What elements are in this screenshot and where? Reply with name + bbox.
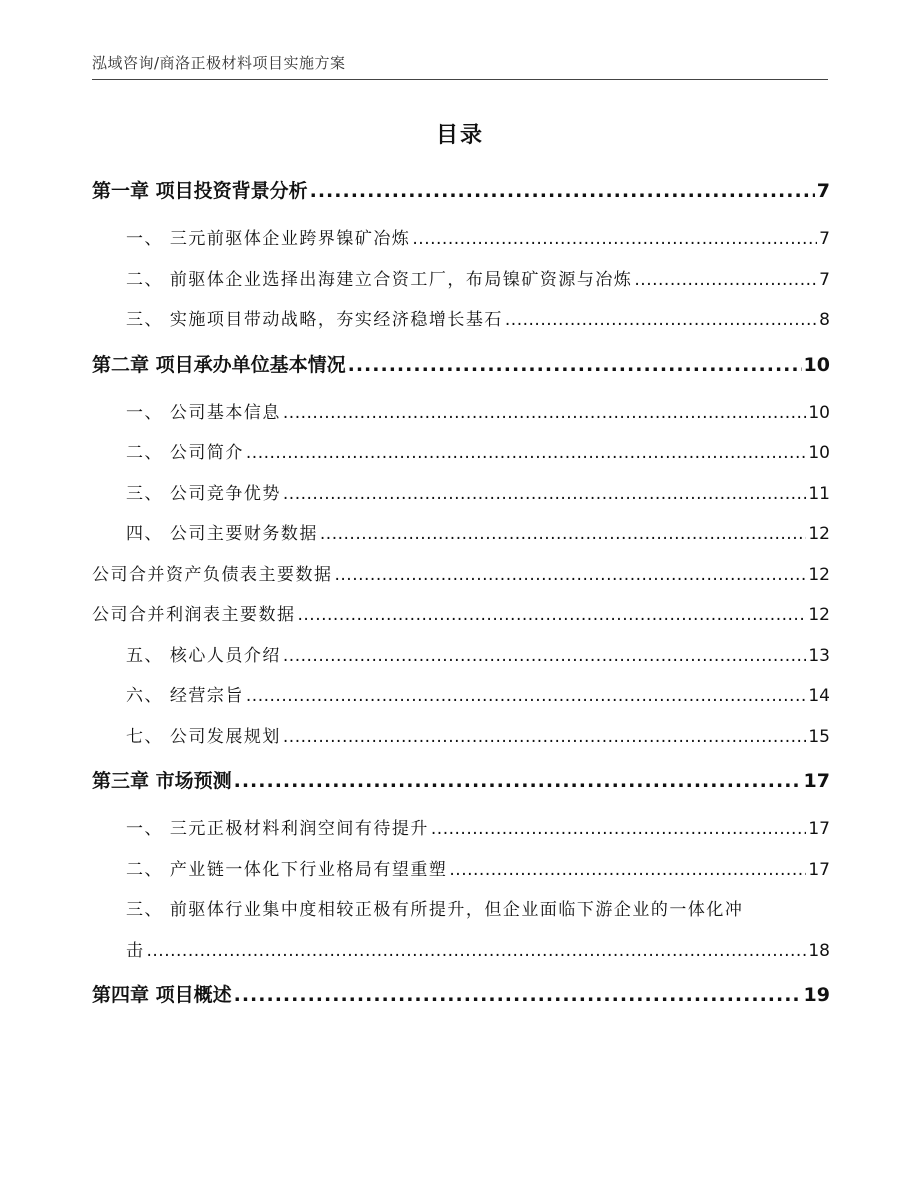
- toc-entry-label: 公司合并资产负债表主要数据: [92, 564, 333, 585]
- toc-list: [92, 176, 830, 1022]
- toc-entry-section[interactable]: [92, 814, 830, 855]
- toc-entry-label: 二、 产业链一体化下行业格局有望重塑: [126, 859, 448, 880]
- toc-leader-dots: [449, 860, 806, 880]
- toc-leader-dots: [310, 180, 815, 202]
- toc-page-number: 7: [816, 180, 830, 202]
- toc-leader-dots: [283, 646, 806, 666]
- toc-page-number: 7: [819, 229, 830, 249]
- toc-entry-label: 二、 前驱体企业选择出海建立合资工厂，布局镍矿资源与冶炼: [126, 269, 633, 290]
- toc-page-number: 12: [808, 605, 830, 625]
- toc-entry-chapter-4[interactable]: [92, 980, 830, 1022]
- toc-page-number: 19: [803, 984, 830, 1006]
- toc-leader-dots: [431, 819, 806, 839]
- toc-entry-section[interactable]: [92, 479, 830, 520]
- toc-leader-dots: [283, 727, 806, 747]
- toc-entry-label: 二、 公司简介: [126, 443, 244, 463]
- toc-page-number: 17: [803, 770, 830, 792]
- header-rule: [92, 79, 828, 80]
- toc-entry-section[interactable]: [92, 265, 830, 306]
- toc-entry-label: 第一章 项目投资背景分析: [92, 180, 308, 202]
- toc-leader-dots: [234, 984, 802, 1006]
- toc-page-number: 8: [819, 310, 830, 330]
- toc-entry-section[interactable]: [92, 305, 830, 346]
- toc-leader-dots: [283, 484, 806, 504]
- toc-entry-section[interactable]: [92, 722, 830, 763]
- toc-entry-section[interactable]: [92, 519, 830, 560]
- toc-entry-section-wrapped-line2[interactable]: [92, 936, 830, 977]
- toc-page-number: 7: [819, 269, 830, 290]
- toc-page-number: 10: [808, 443, 830, 463]
- toc-page-number: 11: [808, 483, 830, 504]
- running-header: 泓域咨询/商洛正极材料项目实施方案: [92, 54, 346, 72]
- toc-entry-chapter-3[interactable]: [92, 766, 830, 808]
- toc-entry-subsection[interactable]: [92, 600, 830, 641]
- toc-entry-label: 击: [126, 940, 145, 961]
- toc-entry-label: 一、 三元前驱体企业跨界镍矿冶炼: [126, 229, 411, 249]
- toc-entry-chapter-2[interactable]: [92, 350, 830, 392]
- toc-page-number: 10: [803, 353, 830, 376]
- toc-entry-label: 公司合并利润表主要数据: [92, 605, 296, 625]
- toc-page-number: 12: [808, 564, 830, 585]
- toc-entry-section[interactable]: [92, 855, 830, 896]
- toc-title: 目录: [435, 123, 484, 148]
- toc-entry-section[interactable]: [92, 641, 830, 682]
- toc-entry-label: 一、 三元正极材料利润空间有待提升: [126, 819, 429, 839]
- toc-page-number: 13: [808, 645, 830, 666]
- toc-entry-label: 第四章 项目概述: [92, 984, 232, 1006]
- toc-leader-dots: [283, 403, 806, 423]
- toc-entry-label: 第二章 项目承办单位基本情况: [92, 353, 346, 376]
- toc-leader-dots: [634, 270, 817, 290]
- toc-entry-section[interactable]: [92, 438, 830, 479]
- toc-leader-dots: [320, 524, 806, 544]
- toc-entry-label: 三、 实施项目带动战略，夯实经济稳增长基石: [126, 310, 503, 330]
- toc-entry-label: 三、 公司竞争优势: [126, 483, 281, 504]
- toc-entry-section[interactable]: [92, 681, 830, 722]
- toc-leader-dots: [412, 229, 817, 249]
- toc-page-number: 14: [808, 686, 830, 706]
- toc-leader-dots: [505, 310, 817, 330]
- toc-entry-label: 一、 公司基本信息: [126, 402, 281, 423]
- toc-entry-label: 五、 核心人员介绍: [126, 645, 281, 666]
- toc-entry-label: 四、 公司主要财务数据: [126, 524, 318, 544]
- toc-entry-label: 七、 公司发展规划: [126, 726, 281, 747]
- toc-entry-section-wrapped-line1[interactable]: 三、 前驱体行业集中度相较正极有所提升，但企业面临下游企业的一体化冲: [126, 900, 744, 920]
- toc-page-number: 18: [808, 940, 830, 961]
- toc-page-number: 12: [808, 524, 830, 544]
- toc-leader-dots: [234, 770, 802, 792]
- toc-page-number: 17: [808, 819, 830, 839]
- toc-leader-dots: [246, 443, 806, 463]
- toc-leader-dots: [147, 941, 807, 961]
- toc-leader-dots: [348, 354, 802, 376]
- toc-entry-label: 第三章 市场预测: [92, 770, 232, 792]
- toc-entry-chapter-1[interactable]: [92, 176, 830, 218]
- toc-page-number: 10: [808, 402, 830, 423]
- toc-page-number: 17: [808, 859, 830, 880]
- toc-page-number: 15: [808, 726, 830, 747]
- toc-entry-section[interactable]: [92, 224, 830, 265]
- toc-entry-section[interactable]: [92, 398, 830, 439]
- toc-leader-dots: [246, 686, 806, 706]
- toc-leader-dots: [298, 605, 807, 625]
- toc-entry-subsection[interactable]: [92, 560, 830, 601]
- toc-entry-label: 六、 经营宗旨: [126, 686, 244, 706]
- toc-leader-dots: [335, 565, 807, 585]
